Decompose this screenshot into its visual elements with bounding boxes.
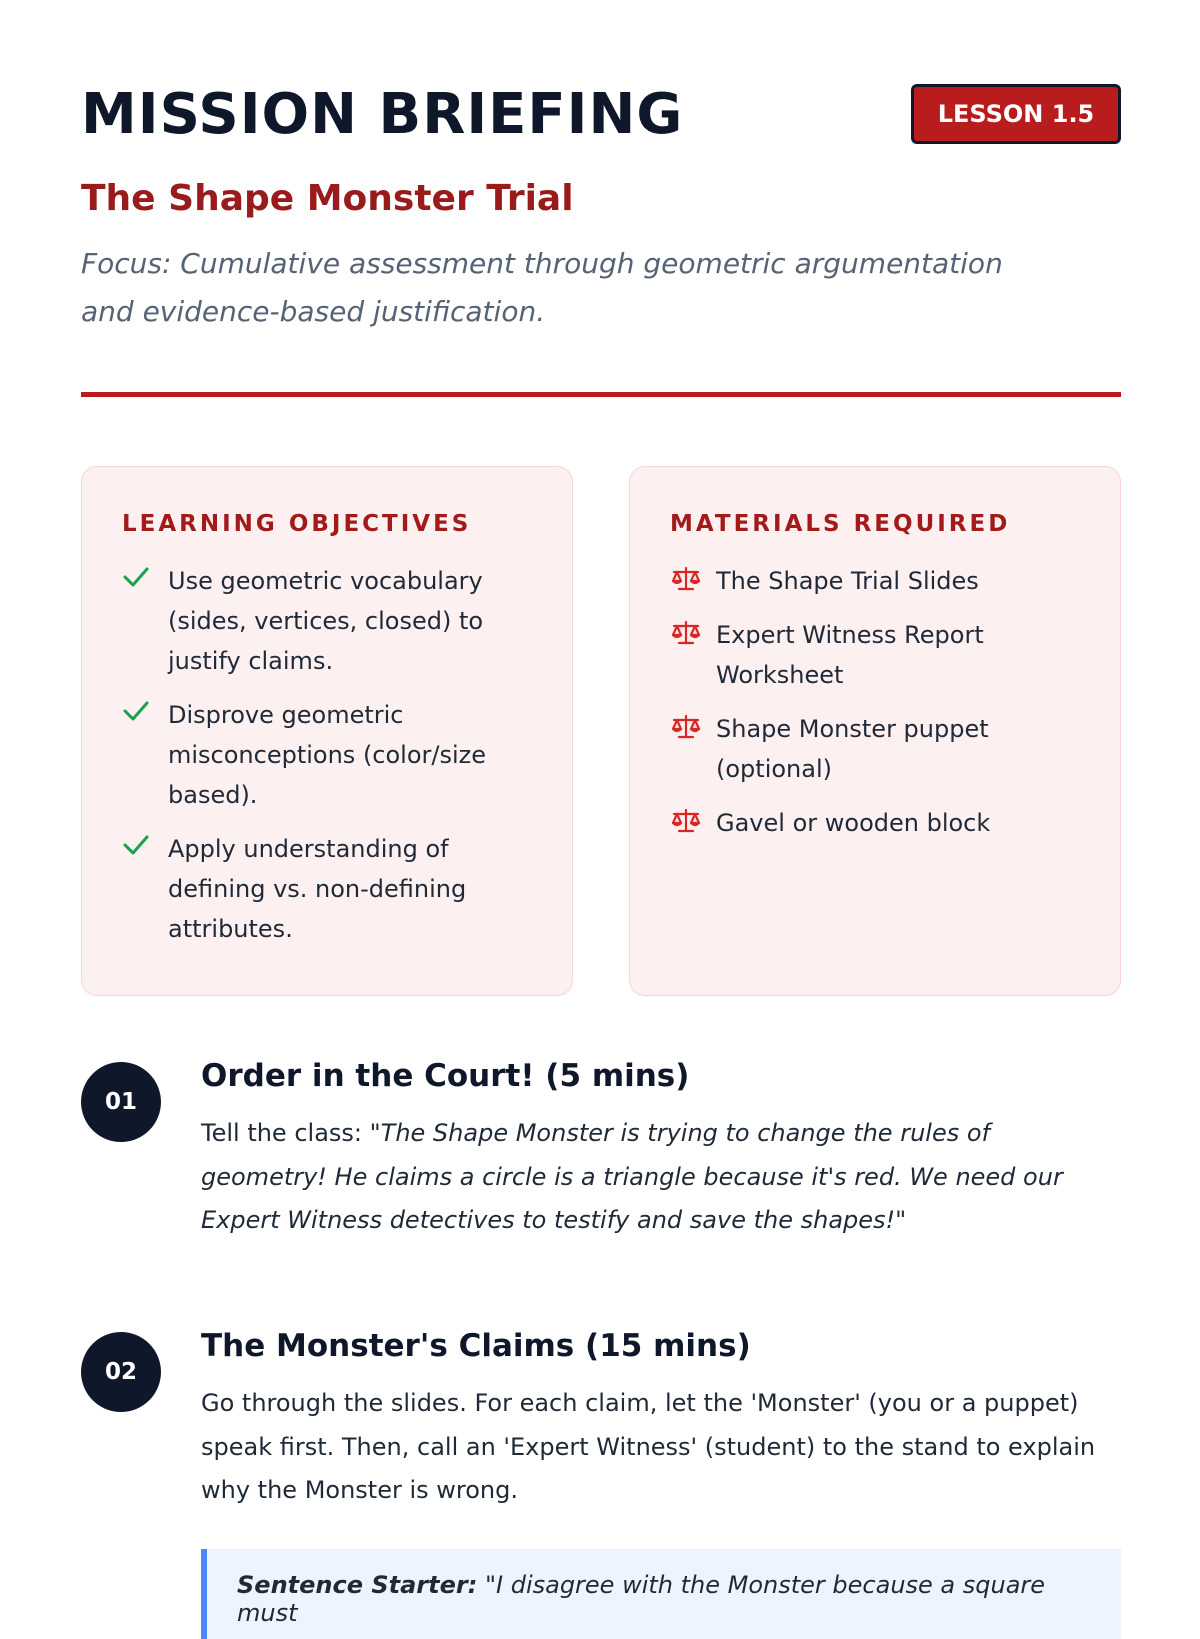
lesson-subtitle: The Shape Monster Trial (81, 178, 574, 219)
objective-text: Disprove geometric misconceptions (color/size based). (168, 701, 487, 809)
step-title: Order in the Court! (5 mins) (201, 1058, 690, 1094)
objectives-title: LEARNING OBJECTIVES (122, 511, 472, 537)
sentence-starter-label: Sentence Starter: (237, 1571, 478, 1599)
materials-card (629, 466, 1121, 996)
scales-icon (670, 615, 716, 651)
step-text: Go through the slides. For each claim, let the 'Monster' (you or a puppet) speak first. Then, call an 'Expert Witness' (student) to the stand to explain why the Monster is wrong. (201, 1389, 1096, 1504)
step-title: The Monster's Claims (15 mins) (201, 1328, 751, 1364)
check-icon (122, 695, 168, 727)
material-text: Shape Monster puppet (optional) (716, 715, 989, 783)
lesson-badge: LESSON 1.5 (911, 84, 1121, 144)
header (81, 84, 1121, 146)
lesson-page (81, 0, 1121, 1627)
lesson-focus: Focus: Cumulative assessment through geometric argumentation and evidence-based justification. (81, 247, 1003, 328)
objectives-card (81, 466, 573, 996)
step-lead: Tell the class: (201, 1119, 370, 1147)
scales-icon (670, 803, 716, 839)
list-item (122, 561, 532, 681)
objective-text: Use geometric vocabulary (sides, vertices, closed) to justify claims. (168, 567, 484, 675)
check-icon (122, 829, 168, 861)
step-quote: "The Shape Monster is trying to change the rules of geometry! He claims a circle is a triangle because it's red. We need our Expert Witness detectives to testify and save the shapes!" (201, 1119, 1063, 1234)
objective-text: Apply understanding of defining vs. non-defining attributes. (168, 835, 467, 943)
step-number-badge: 01 (81, 1062, 161, 1142)
list-item (670, 561, 1080, 601)
list-item (670, 803, 1080, 843)
sentence-starter-text: "I disagree with the Monster because a square must (237, 1571, 1046, 1627)
page-title: MISSION BRIEFING (81, 82, 684, 147)
list-item (670, 615, 1080, 695)
step-number-badge: 02 (81, 1332, 161, 1412)
step-text (201, 1112, 1121, 1243)
material-text: The Shape Trial Slides (716, 567, 979, 595)
materials-title: MATERIALS REQUIRED (670, 511, 1011, 537)
material-text: Expert Witness Report Worksheet (716, 621, 984, 689)
check-icon (122, 561, 168, 593)
material-text: Gavel or wooden block (716, 809, 991, 837)
list-item (122, 829, 532, 949)
scales-icon (670, 561, 716, 597)
sentence-starter-callout (201, 1549, 1121, 1639)
step-body (201, 1328, 1121, 1513)
list-item (122, 695, 532, 815)
scales-icon (670, 709, 716, 745)
list-item (670, 709, 1080, 789)
header-divider (81, 392, 1121, 397)
step-body (201, 1058, 1121, 1243)
